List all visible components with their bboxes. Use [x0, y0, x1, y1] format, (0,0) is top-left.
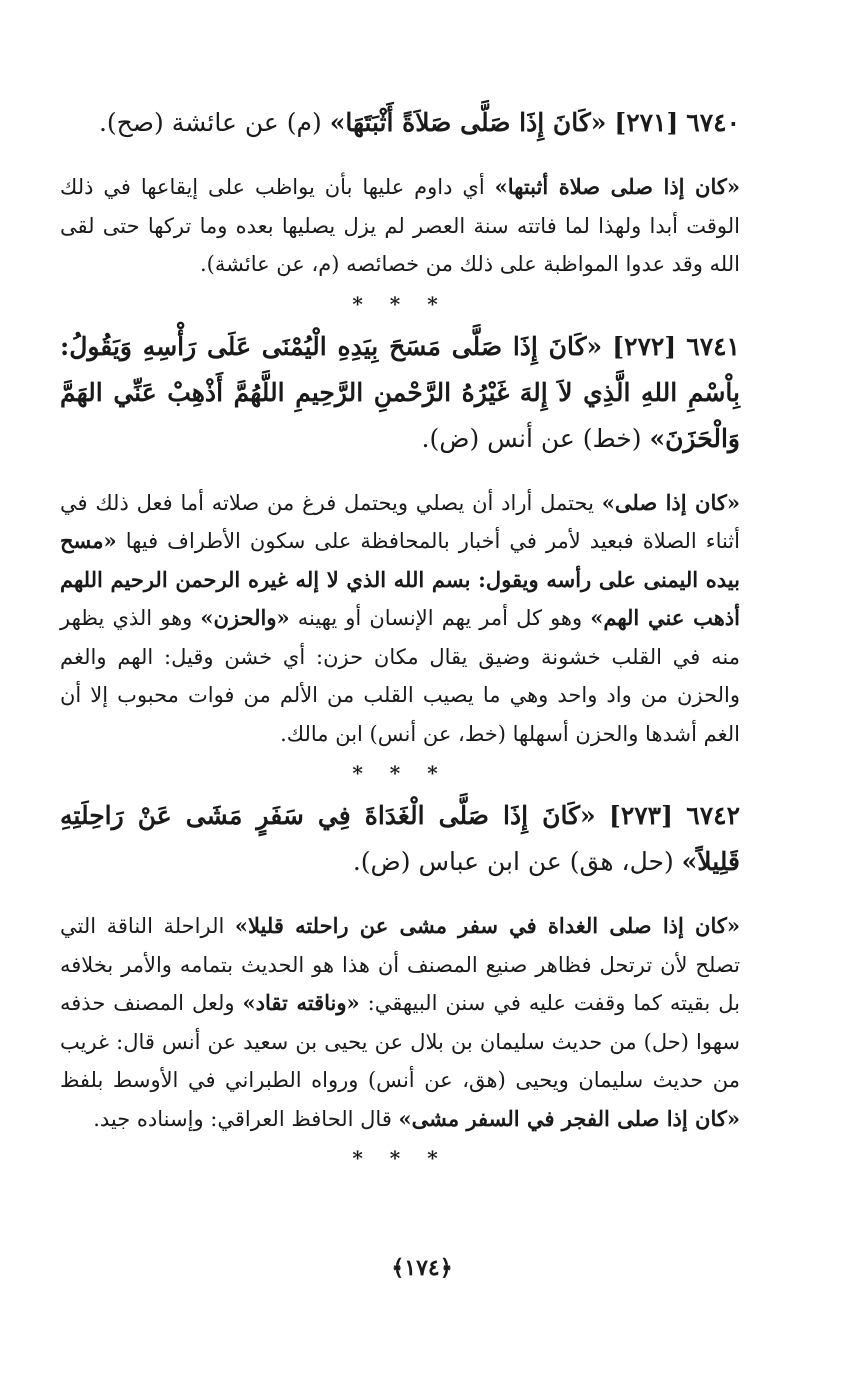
hadith-text: «كَانَ إِذَا صَلَّى الْغَدَاةَ فِي سَفَرٍ مَشَى عَنْ رَاحِلَتِهِ قَلِيلاً» — [60, 801, 740, 876]
hadith-text: «كَانَ إِذَا صَلَّى صَلاَةً أَثْبَتَهَا» — [329, 108, 607, 137]
page-number: ﴿١٧٤﴾ — [391, 1255, 453, 1281]
hadith-6741 — [60, 324, 740, 462]
commentary-text: أي داوم عليها بأن يواظب على إيقاعها في ذلك الوقت أبدا ولهذا لما فاتته سنة العصر لم يزل يصليها بعده وما تركها حتى لقى الله وقد عدوا المواظبة على ذلك من خصائصه (م، عن عائشة). — [60, 175, 740, 276]
hadith-source: (حل، هق) عن ابن عباس (ض). — [352, 847, 674, 876]
hadith-source: (خط) عن أنس (ض). — [421, 423, 642, 453]
hadith-6740 — [60, 100, 740, 146]
commentary-text: يحتمل أراد أن يصلي ويحتمل فرغ من صلاته أما فعل ذلك في أثناء الصلاة فبعيد لأمر في أخبار بالمحافظة على سكون الأطراف فيها — [60, 490, 740, 553]
hadith-number: ٦٧٤٠ — [686, 108, 740, 137]
commentary-quote: «وناقته تقاد» — [242, 990, 360, 1015]
commentary-text: الراحلة الناقة التي تصلح لأن ترتحل فظاهر صنيع المصنف أن هذا هو الحديث بتمامه والأمر بخلافه بل بقيته كما وقفت عليه في سنن البيهقي: — [60, 914, 740, 1015]
section-separator: * * * — [352, 761, 448, 785]
hadith-source: (م) عن عائشة (صح). — [98, 108, 322, 137]
commentary-text: ولعل المصنف حذفه سهوا (حل) من حديث سليمان بن بلال عن يحيى بن سعيد عن أنس قال: غريب من حديث سليمان ويحيى (هق، عن أنس) ورواه الطبراني في الأوسط بلفظ — [60, 991, 740, 1092]
commentary-quote: «كان إذا صلى الفجر في السفر مشى» — [398, 1105, 740, 1131]
commentary-6740 — [60, 168, 740, 284]
hadith-ref: [٢٧٣] — [608, 801, 673, 830]
commentary-quote: «مسح بيده اليمنى على رأسه ويقول: بسم الله الذي لا إله غيره الرحمن الرحيم اللهم أذهب عني الهم» — [60, 528, 740, 630]
page-body — [60, 100, 740, 1178]
commentary-text: قال الحافظ العراقي: وإسناده جيد. — [93, 1106, 399, 1131]
commentary-quote: «كان إذا صلى الغداة في سفر مشى عن راحلته قليلا» — [234, 913, 740, 938]
section-separator: * * * — [352, 1146, 448, 1170]
section-separator: * * * — [352, 291, 448, 316]
commentary-6742 — [60, 907, 740, 1138]
commentary-quote: «كان إذا صلى صلاة أثبتها» — [494, 174, 741, 199]
commentary-quote: «كان إذا صلى» — [601, 489, 740, 515]
commentary-text: وهو الذي يظهر منه في القلب خشونة وضيق يقال مكان حزن: أي خشن وقيل: الهم والغم والحزن من واد واحد وهي ما يصيب القلب من الألم من فوات محبوب إلا أن الغم أشدها والحزن أسهلها (خط، عن أنس) ابن مالك. — [60, 606, 740, 746]
hadith-text: «كَانَ إِذَا صَلَّى مَسَحَ بِيَدِهِ الْيُمْنَى عَلَى رَأْسِهِ وَيَقُولُ: بِاْسْمِ اللهِ الَّذِي لاَ إِلهَ غَيْرُهُ الرَّحْمنِ الرَّحِيمِ اللَّهُمَّ أَذْهِبْ عَنِّي الهَمَّ وَالْحَزَنَ» — [60, 331, 740, 453]
hadith-ref: [٢٧٢] — [612, 331, 677, 361]
hadith-6742 — [60, 793, 740, 885]
hadith-number: ٦٧٤١ — [686, 331, 740, 361]
commentary-quote: «والحزن» — [200, 605, 290, 630]
hadith-number: ٦٧٤٢ — [686, 801, 740, 830]
commentary-text: وهو كل أمر يهم الإنسان أو يهينه — [289, 606, 591, 630]
commentary-6741 — [60, 484, 740, 754]
hadith-ref: [٢٧١] — [614, 108, 679, 137]
